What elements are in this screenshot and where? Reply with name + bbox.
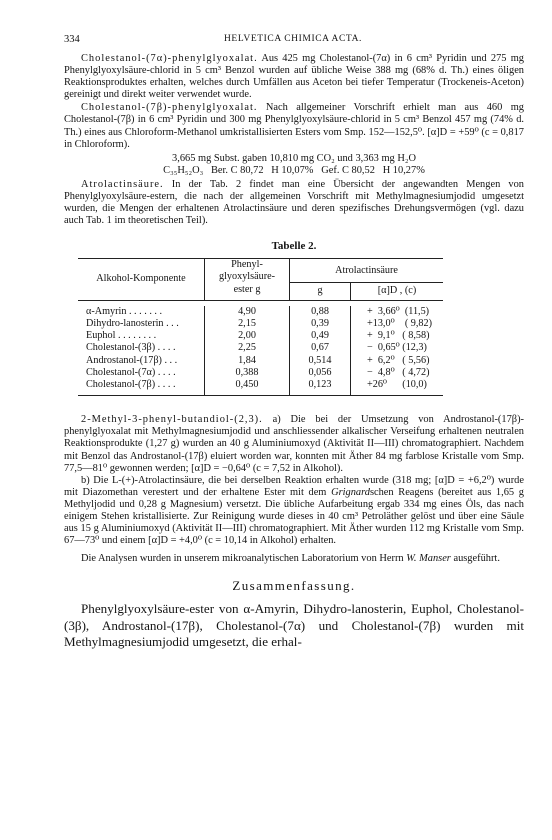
table-row — [78, 306, 443, 318]
cell-ester: 4,90 — [205, 306, 290, 318]
cell-name: Androstanol-(17β) . . . — [86, 354, 178, 366]
table-caption: Tabelle 2. — [271, 239, 317, 252]
cell-ester: 2,15 — [205, 318, 290, 330]
page-number: 334 — [64, 34, 80, 45]
paragraph-lead: 2-Methyl-3-phenyl-butandiol-(2,3). — [81, 414, 263, 426]
cell-name: Cholestanol-(7β) . . . . — [86, 379, 176, 391]
paragraph-text-a: Die Analysen wurden in unserem mikroanalytischen Laboratorium von Herrn — [81, 553, 407, 565]
table-row — [78, 367, 443, 379]
paragraph-cholestanol-7b — [64, 102, 524, 150]
paragraph-text: a) Die bei der Umsetzung von Androstanol-(17β)-phenylglyoxalat mit Methylmagnesiumjodid und anschliessender alkalischer Verseifung erhaltenen neutralen Reaktionsprodukte (1,27 g) wurden an 40 g Aluminiumoxyd (Aktivität II—III) chromatographiert. Nachdem mit Benzol das Androstanol-(17β) eluiert worden war, konnten mit Äther 84 mg farblose Kristalle vom Smp. 77,5—81⁰ gewonnen werden; [α]D = −0,64⁰ (c = 7,52 in Alkohol). — [64, 414, 524, 474]
cell-g: 0,514 — [290, 355, 351, 367]
paragraph-atrolactin-b — [64, 475, 524, 548]
cell-name: α-Amyrin . . . . . . . — [86, 305, 163, 317]
cell-g: 0,123 — [290, 379, 351, 396]
cell-alpha: − 0,65⁰ (12,3) — [351, 342, 444, 354]
cell-ester: 0,450 — [205, 379, 290, 396]
cell-alpha: +13,0⁰ ( 9,82) — [351, 318, 444, 330]
analysis-line-1: 3,665 mg Subst. gaben 10,810 mg CO₂ und 3,363 mg H₂O — [172, 152, 416, 164]
paragraph-cholestanol-7a — [64, 53, 524, 101]
cell-name: Cholestanol-(3β) . . . . — [86, 342, 176, 354]
header-atrolactin: Atrolactinsäure — [290, 258, 444, 282]
header-g: g — [290, 283, 351, 301]
cell-ester: 0,388 — [205, 367, 290, 379]
header-component: Alkohol-Komponente — [96, 273, 186, 285]
table-row — [78, 379, 443, 396]
paragraph-text-a: b) Die L-(+)-Atrolactinsäure, die bei derselben Reaktion erhalten wurde (318 mg; [α]D = +6,2⁰) wurde mit Diazomethan verestert und der erhaltene Ester mit dem — [64, 474, 524, 498]
paragraph-lead: Cholestanol-(7β)-phenylglyoxalat. — [81, 102, 258, 114]
paragraph-atrolactinsaeure — [64, 179, 524, 227]
page-header — [64, 34, 522, 48]
paragraph-text: Nach allgemeiner Vorschrift erhielt man aus 460 mg Cholestanol-(7β) in 6 cm³ Pyridin und 300 mg Phenylglyoxylsäure-chlorid in 5 cm³ Benzol 457 mg (74% d. Th.) eines aus Chloroform-Methanol umkristallisierten Esters vom Smp. 152—152,5⁰. [α]D = +59⁰ (c = 0,817 in Chloroform). — [64, 102, 524, 150]
cell-g: 0,67 — [290, 342, 351, 354]
cell-alpha: + 9,1⁰ ( 8,58) — [351, 330, 444, 342]
cell-alpha: − 4,8⁰ ( 4,72) — [351, 367, 444, 379]
journal-title: HELVETICA CHIMICA ACTA. — [223, 34, 363, 44]
table-row — [78, 342, 443, 354]
summary-text: Phenylglyoxylsäure-ester von α-Amyrin, Dihydro-lanosterin, Euphol, Cholestanol-(3β), Androstanol-(17β), Cholestanol-(7α) und Cholestanol-(7β) wurden mit Methylmagnesiumjodid umgesetzt, die erhal- — [64, 601, 524, 650]
header-phenyl-line1: Phenyl- — [205, 258, 290, 270]
paragraph-text-b: schen Reagens (bereitet aus 1,65 g Methyljodid und 0,28 g Magnesium) versetzt. Die übliche Aufarbeitung ergab 334 mg eines Öls, das nach einigem Stehen kristallisierte. Zur Reinigung wurde dieses in 40 cm³ Petroläther gelöst und über eine Säule aus 15 g Aluminiumoxyd (Aktivität II—III) chromatographiert. Mit Äther wurden 112 mg Kristalle vom Smp. 67—73⁰ und einem [α]D = +4,0⁰ (c = 10,14 in Alkohol) erhalten. — [64, 486, 524, 547]
results-table — [78, 258, 443, 396]
paragraph-analysen — [64, 553, 524, 565]
table-row — [78, 330, 443, 342]
header-alpha: [α]D , (c) — [351, 283, 444, 301]
cell-g: 0,056 — [290, 367, 351, 379]
cell-alpha: +26⁰ (10,0) — [351, 379, 444, 396]
cell-g: 0,88 — [290, 306, 351, 318]
cell-name: Euphol . . . . . . . . — [86, 330, 157, 342]
analysis-line-2: C₃₅H₅₂O₃ Ber. C 80,72 H 10,07% Gef. C 80,52 H 10,27% — [163, 165, 425, 177]
cell-ester: 2,00 — [205, 330, 290, 342]
cell-name: Cholestanol-(7α) . . . . — [86, 366, 176, 378]
person-name: W. Manser — [406, 553, 451, 565]
paragraph-lead: Atrolactinsäure. — [81, 178, 164, 190]
page-body — [64, 53, 524, 651]
table-row — [78, 318, 443, 330]
cell-g: 0,49 — [290, 330, 351, 342]
cell-name: Dihydro-lanosterin . . . — [86, 318, 179, 330]
paragraph-text: Aus 425 mg Cholestanol-(7α) in 6 cm³ Pyridin und 275 mg Phenylglyoxylsäure-chlorid in 5 cm³ Benzol wurden auf übliche Weise 388 mg (68% d. Th.) eines öligen Reaktionsproduktes erhalten, welches durch Umfällen aus Aceton bei tiefer Temperatur (Trockeneis-Aceton) gereinigt und direkt weiter verwendet wurde. — [64, 53, 524, 101]
summary-heading: Zusammenfassung. — [232, 578, 356, 594]
paragraph-text-b: ausgeführt. — [450, 553, 500, 565]
paragraph-text: In der Tab. 2 findet man eine Übersicht der angewandten Mengen von Phenylglyoxylsäure-estern, die nach der allgemeinen Vorschrift mit Methylmagnesiumjodid umgesetzt wurden, die Mengen der erhaltenen Atrolactinsäure und deren spezifisches Drehungsvermögen (vgl. dazu auch Tab. 1 im theoretischen Teil). — [64, 178, 524, 226]
grignard-name: Grignard — [331, 486, 370, 498]
cell-alpha: + 6,2⁰ ( 5,56) — [351, 355, 444, 367]
cell-alpha: + 3,66⁰ (11,5) — [351, 306, 444, 318]
header-phenyl-line3: ester g — [205, 283, 290, 301]
table-row — [78, 355, 443, 367]
paragraph-butandiol — [64, 414, 524, 474]
cell-ester: 2,25 — [205, 342, 290, 354]
paragraph-lead: Cholestanol-(7α)-phenylglyoxalat. — [81, 53, 258, 64]
cell-ester: 1,84 — [205, 355, 290, 367]
cell-g: 0,39 — [290, 318, 351, 330]
header-phenyl-line2: glyoxylsäure- — [205, 271, 290, 283]
